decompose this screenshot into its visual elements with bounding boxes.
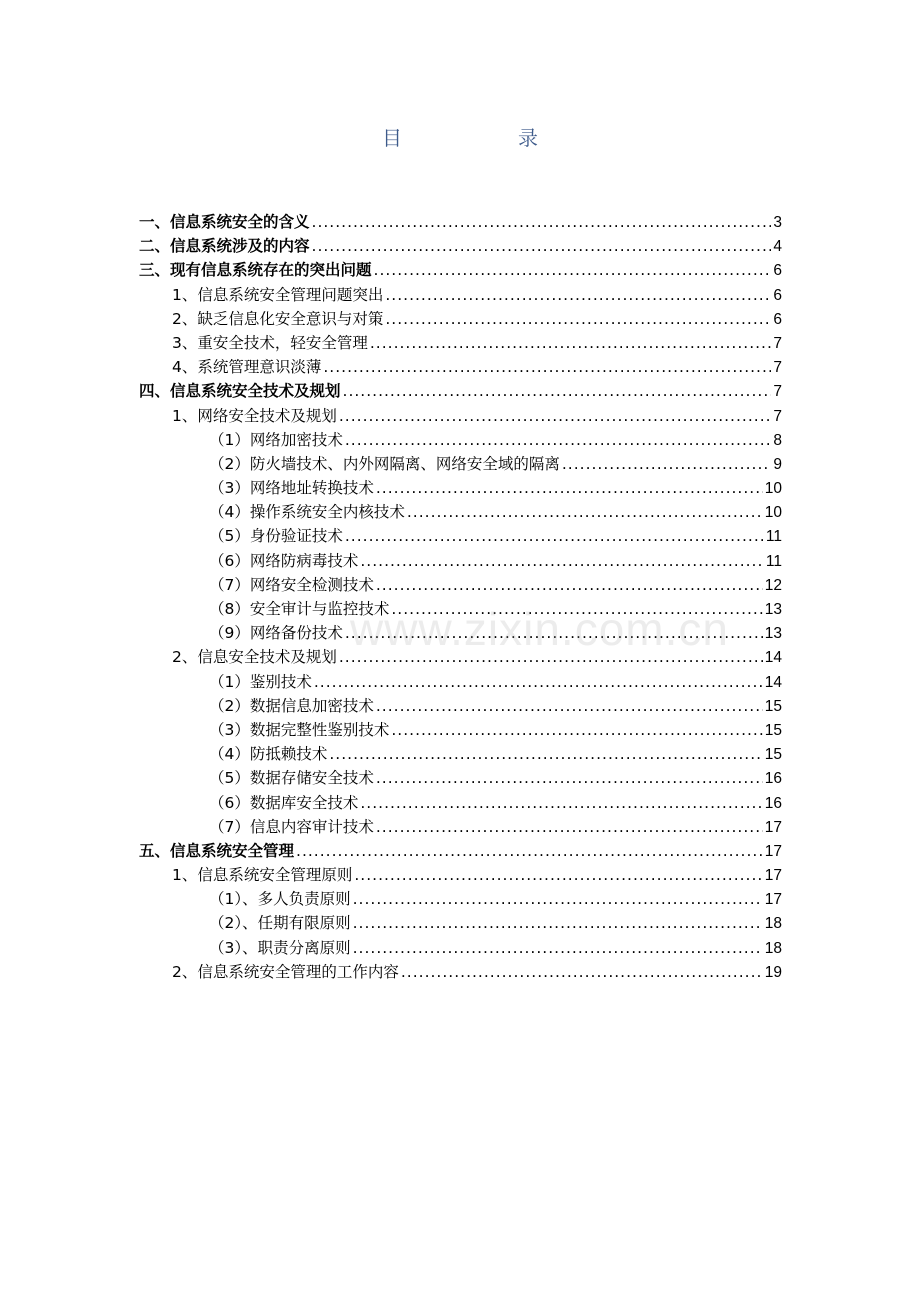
toc-leader-dots xyxy=(370,334,772,352)
toc-leader-dots xyxy=(376,769,763,787)
toc-entry-text: 4、系统管理意识淡薄 xyxy=(172,358,322,377)
toc-entry[interactable] xyxy=(139,258,782,282)
toc-entry-text: （7）信息内容审计技术 xyxy=(209,817,374,836)
toc-page-number: 10 xyxy=(764,504,782,522)
toc-leader-dots xyxy=(353,890,763,908)
toc-page-number: 12 xyxy=(764,576,782,594)
toc-entry[interactable] xyxy=(139,960,782,984)
toc-entry[interactable] xyxy=(139,307,782,331)
toc-page-number: 18 xyxy=(764,939,782,957)
toc-leader-dots xyxy=(385,286,771,304)
toc-leader-dots xyxy=(312,213,772,231)
toc-entry-text: （3）数据完整性鉴别技术 xyxy=(209,720,390,739)
toc-page-number: 7 xyxy=(773,359,782,377)
toc-leader-dots xyxy=(360,552,764,570)
toc-entry-text: 3、重安全技术，轻安全管理 xyxy=(172,333,368,352)
toc-leader-dots xyxy=(296,842,763,860)
toc-leader-dots xyxy=(314,673,763,691)
toc-page-number: 18 xyxy=(764,915,782,933)
toc-entry[interactable] xyxy=(139,718,782,742)
toc-page-number: 6 xyxy=(773,310,782,328)
toc-page-number: 7 xyxy=(773,383,782,401)
toc-page-number: 4 xyxy=(773,238,782,256)
toc-entry[interactable] xyxy=(139,549,782,573)
toc-page-number: 8 xyxy=(773,431,782,449)
toc-page-number: 13 xyxy=(764,601,782,618)
toc-entry[interactable] xyxy=(139,452,782,476)
toc-leader-dots xyxy=(407,503,763,521)
toc-page-number: 16 xyxy=(764,770,782,788)
toc-entry[interactable] xyxy=(139,476,782,500)
toc-leader-dots xyxy=(312,237,772,255)
toc-page-number: 10 xyxy=(764,480,782,498)
toc-entry-text: （5）数据存储安全技术 xyxy=(209,769,374,788)
toc-entry[interactable] xyxy=(139,839,782,863)
toc-leader-dots xyxy=(376,479,763,497)
toc-page-number: 15 xyxy=(764,746,782,764)
toc-entry[interactable] xyxy=(139,524,782,548)
toc-entry[interactable] xyxy=(139,379,782,403)
toc-leader-dots xyxy=(391,721,762,739)
toc-leader-dots xyxy=(374,261,772,279)
toc-entry[interactable] xyxy=(139,283,782,307)
toc-entry-text: 五、信息系统安全管理 xyxy=(139,841,295,860)
toc-entry-text: （2）、任期有限原则 xyxy=(209,914,351,933)
toc-entry-text: （2）数据信息加密技术 xyxy=(209,696,374,715)
toc-entry-text: （3）网络地址转换技术 xyxy=(209,479,374,498)
toc-page-number: 9 xyxy=(773,455,782,473)
toc-entry[interactable] xyxy=(139,815,782,839)
toc-entry-text: 二、信息系统涉及的内容 xyxy=(139,237,310,256)
toc-entry[interactable] xyxy=(139,887,782,911)
toc-page-number: 15 xyxy=(764,721,782,739)
toc-leader-dots xyxy=(353,914,763,932)
toc-page-number: 17 xyxy=(764,818,782,836)
toc-entry[interactable] xyxy=(139,355,782,379)
toc-page-number: 6 xyxy=(773,286,782,304)
toc-page-number: 6 xyxy=(773,262,782,280)
toc-leader-dots xyxy=(323,358,771,376)
toc-title: 目 录 xyxy=(382,126,586,150)
toc-page-number: 11 xyxy=(765,552,782,570)
toc-leader-dots xyxy=(329,745,762,763)
toc-page-number: 11 xyxy=(765,528,782,546)
toc-entry-text: （1）、多人负责原则 xyxy=(209,890,351,909)
toc-entry-text: （1）网络加密技术 xyxy=(209,430,343,449)
toc-entry-text: （6）网络防病毒技术 xyxy=(209,551,359,570)
toc-entry-text: 2、信息安全技术及规划 xyxy=(172,648,337,667)
toc-entry-text: （8）安全审计与监控技术 xyxy=(209,600,390,618)
toc-entry-text: （9）网络备份技术 xyxy=(209,624,343,643)
toc-entry[interactable] xyxy=(139,863,782,887)
toc-leader-dots xyxy=(401,963,763,981)
toc-page-number: 3 xyxy=(773,214,782,231)
toc-entry-text: 1、网络安全技术及规划 xyxy=(172,406,337,425)
toc-entry-text: 一、信息系统安全的含义 xyxy=(139,213,310,231)
toc-page-number: 13 xyxy=(764,625,782,643)
toc-entry[interactable] xyxy=(139,911,782,935)
toc-entry-text: （3）、职责分离原则 xyxy=(209,938,351,957)
toc-entry-text: 2、信息系统安全管理的工作内容 xyxy=(172,962,399,981)
toc-entry-text: 三、现有信息系统存在的突出问题 xyxy=(139,261,372,280)
toc-entry[interactable] xyxy=(139,331,782,355)
toc-leader-dots xyxy=(385,310,771,328)
toc-entry-text: （1）鉴别技术 xyxy=(209,672,312,691)
toc-leader-dots xyxy=(376,576,763,594)
toc-leader-dots xyxy=(376,697,763,715)
toc-leader-dots xyxy=(343,382,772,400)
toc-entry[interactable] xyxy=(139,742,782,766)
toc-entry[interactable] xyxy=(139,791,782,815)
toc-leader-dots xyxy=(339,407,772,425)
table-of-contents xyxy=(139,210,782,984)
toc-page-number: 15 xyxy=(764,697,782,715)
toc-entry[interactable] xyxy=(139,428,782,452)
watermark: www.zixin.com.cn xyxy=(350,603,729,655)
toc-page-number: 17 xyxy=(764,842,782,860)
toc-entry-text: （7）网络安全检测技术 xyxy=(209,575,374,594)
toc-page-number: 7 xyxy=(773,407,782,425)
toc-entry-text: （4）操作系统安全内核技术 xyxy=(209,503,405,522)
toc-entry[interactable] xyxy=(139,694,782,718)
toc-entry-text: 1、信息系统安全管理问题突出 xyxy=(172,285,384,304)
toc-leader-dots xyxy=(354,866,762,884)
toc-page-number: 14 xyxy=(764,673,782,691)
toc-entry[interactable] xyxy=(139,404,782,428)
toc-leader-dots xyxy=(345,527,764,545)
toc-entry[interactable] xyxy=(139,670,782,694)
toc-entry[interactable] xyxy=(139,500,782,524)
toc-entry[interactable] xyxy=(139,936,782,960)
toc-leader-dots xyxy=(376,818,763,836)
toc-page-number: 7 xyxy=(773,334,782,352)
toc-entry[interactable] xyxy=(139,766,782,790)
toc-entry[interactable] xyxy=(139,234,782,258)
toc-entry-text: 2、缺乏信息化安全意识与对策 xyxy=(172,309,384,328)
toc-leader-dots xyxy=(353,939,763,957)
toc-page-number: 19 xyxy=(764,963,782,981)
toc-page-number: 17 xyxy=(764,867,782,885)
toc-entry-text: （6）数据库安全技术 xyxy=(209,793,359,812)
toc-entry-text: 四、信息系统安全技术及规划 xyxy=(139,382,341,401)
toc-page-number: 14 xyxy=(764,649,782,667)
toc-entry-text: （5）身份验证技术 xyxy=(209,527,343,546)
toc-entry[interactable] xyxy=(139,573,782,597)
toc-entry-text: （2）防火墙技术、内外网隔离、网络安全域的隔离 xyxy=(209,454,560,473)
toc-leader-dots xyxy=(360,794,762,812)
toc-page-number: 17 xyxy=(764,891,782,909)
toc-leader-dots xyxy=(345,431,772,449)
toc-entry-text: （4）防抵赖技术 xyxy=(209,745,328,764)
toc-entry[interactable] xyxy=(139,210,782,234)
toc-entry-text: 1、信息系统安全管理原则 xyxy=(172,866,353,885)
toc-leader-dots xyxy=(562,455,772,473)
toc-page-number: 16 xyxy=(764,794,782,812)
